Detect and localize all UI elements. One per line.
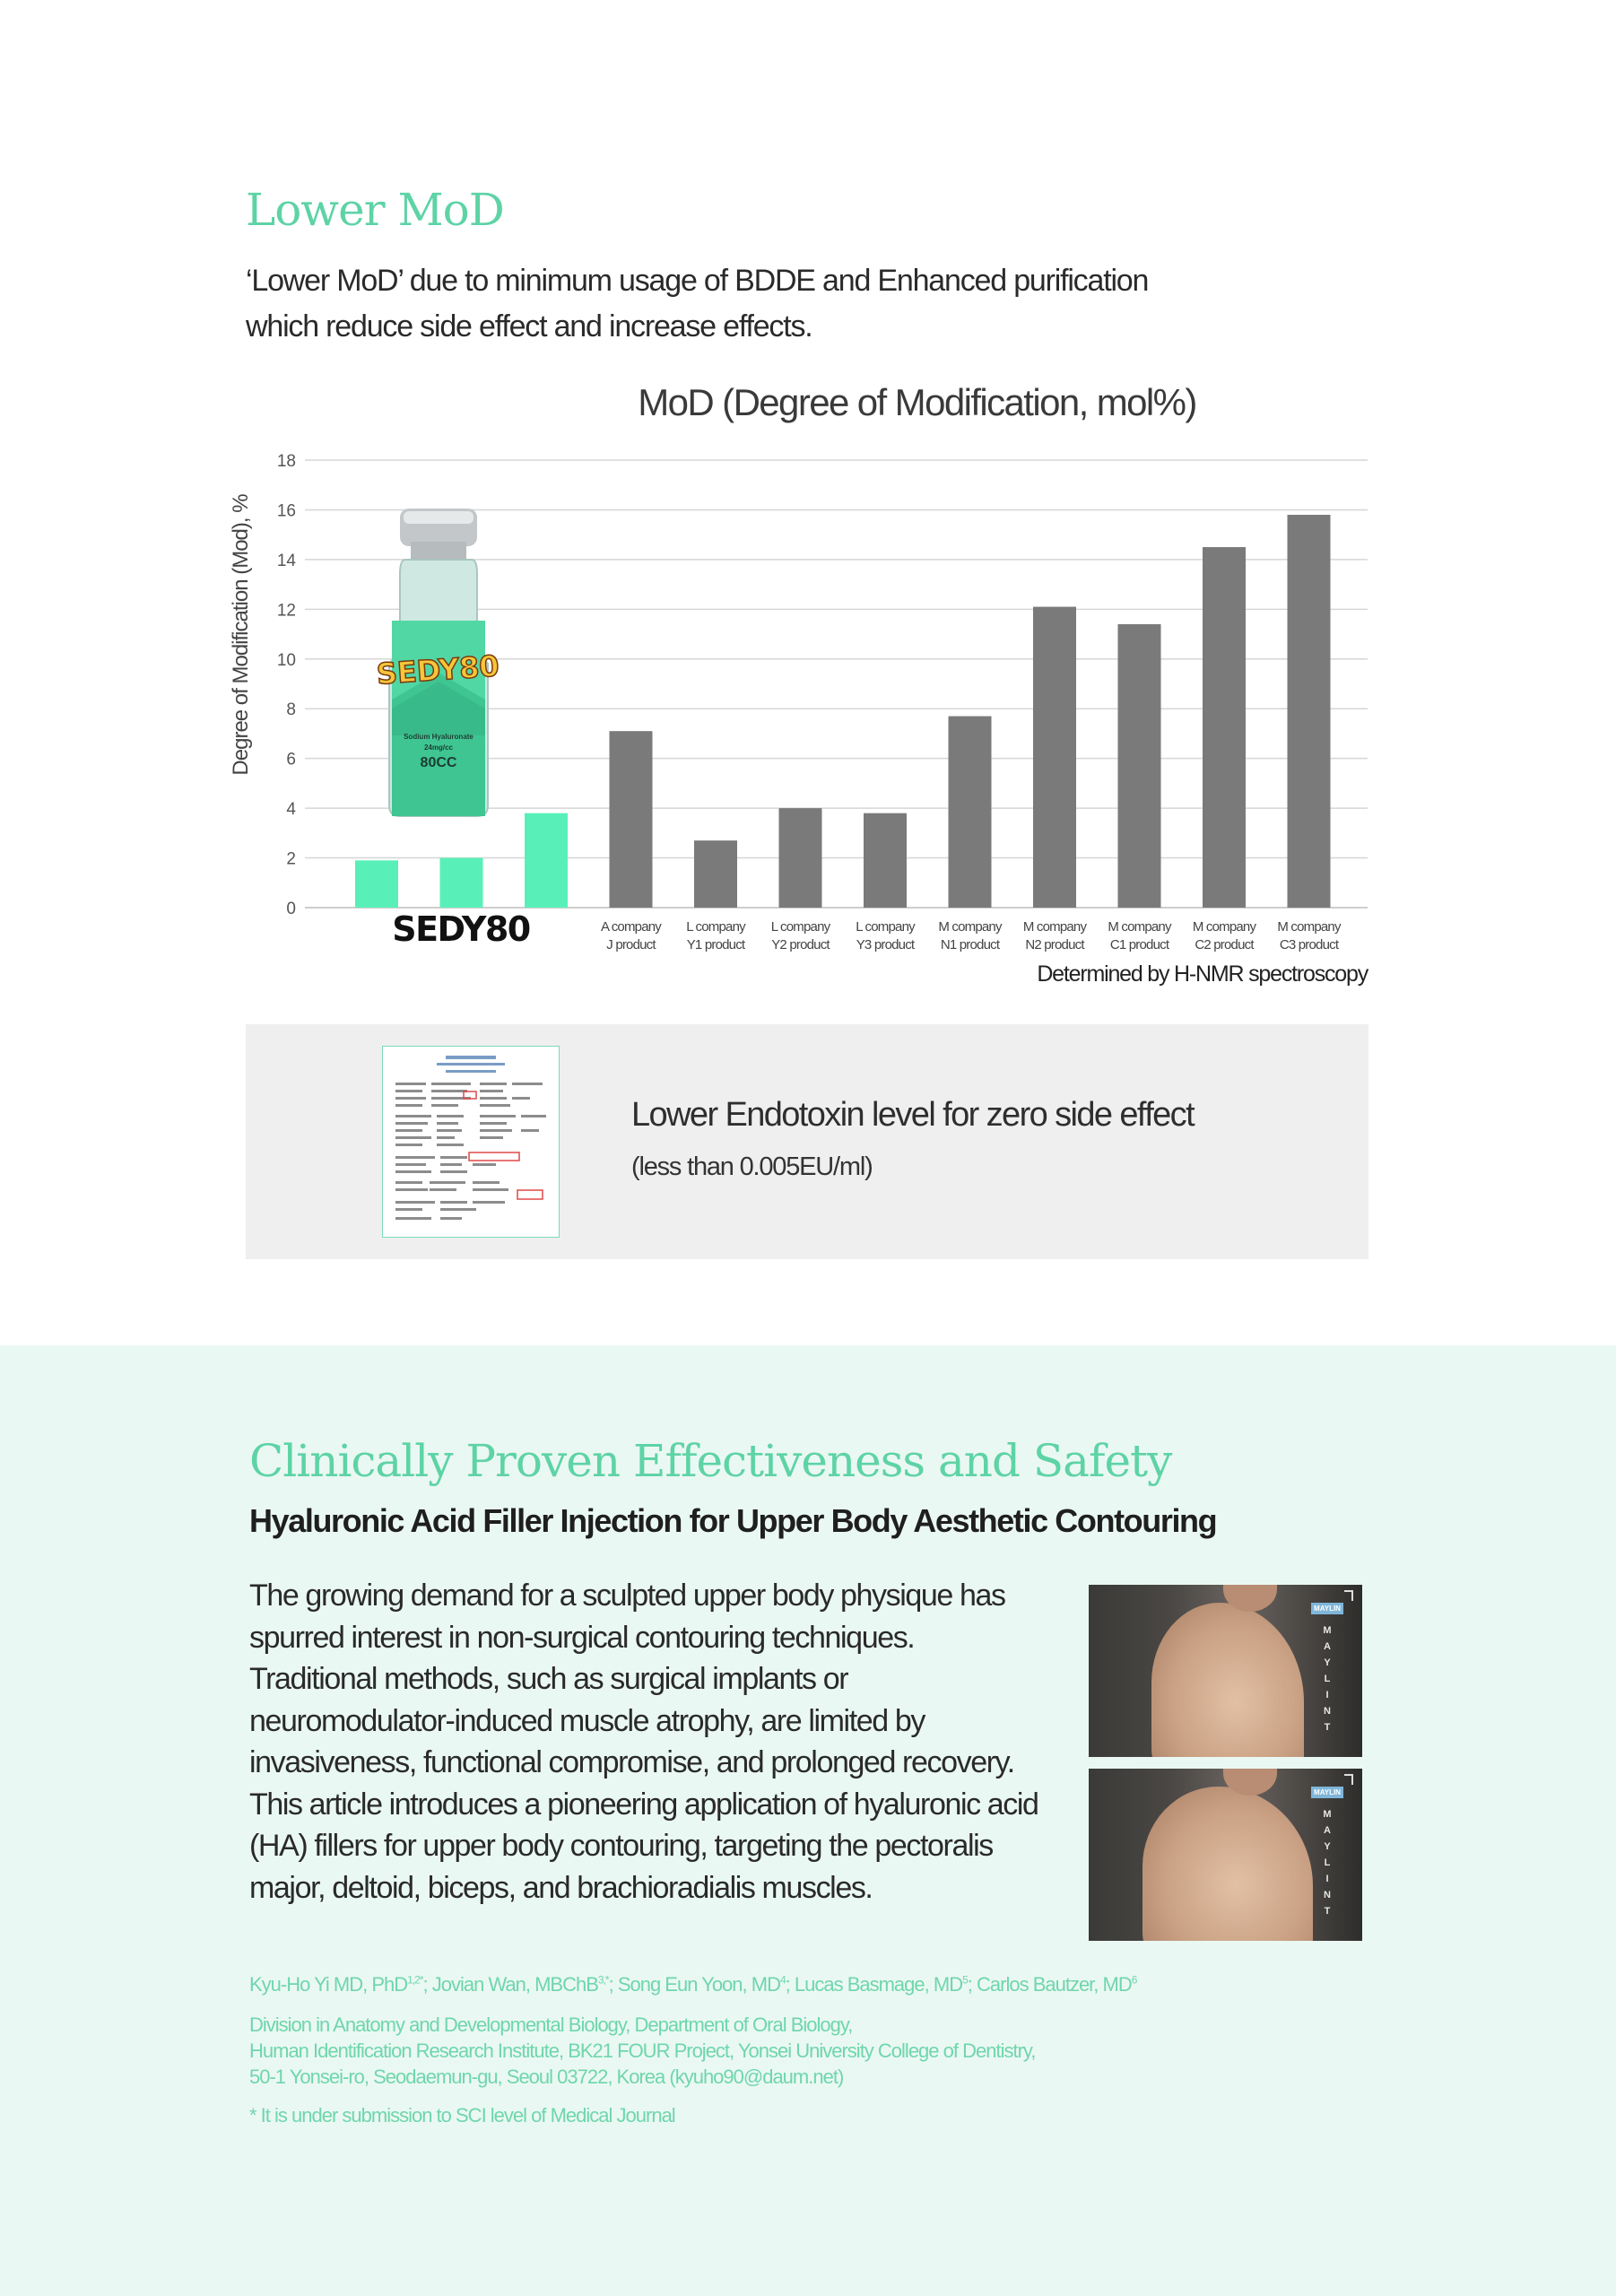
bar [694,840,737,908]
tape-letter: Y [1324,1841,1331,1852]
submission-note: * It is under submission to SCI level of Medical Journal [249,2104,675,2126]
sedy80-vial-image [376,509,500,816]
x-tick-label: C1 product [1109,937,1169,952]
vial-concentration-text: 24mg/cc [423,744,454,752]
x-tick-label: C2 product [1195,937,1254,952]
affiliation-line-3: 50-1 Yonsei-ro, Seodaemun-gu, Seoul 03722, Korea (kyuho90@daum.net) [249,2066,844,2088]
x-tick-label: Y3 product [856,937,915,952]
x-tick-label: M company [1192,919,1256,935]
author-name: Kyu-Ho Yi MD, PhD [249,1973,408,1996]
bar [610,731,653,908]
bar [779,808,822,908]
tape-letter: M [1323,1809,1332,1820]
tape-letter: A [1324,1641,1331,1652]
endotoxin-heading: Lower Endotoxin level for zero side effect [631,1096,1195,1134]
bar [1203,547,1246,908]
vial-ingredient-text: Sodium Hyaluronate [404,733,474,741]
y-tick-label: 16 [276,501,296,521]
y-tick-labels [277,452,297,918]
x-tick-label: L company [686,919,745,935]
endotoxin-subtext: (less than 0.005EU/ml) [631,1152,873,1181]
x-tick-label: J product [606,937,656,952]
x-tick-label: C3 product [1279,937,1339,952]
x-tick-label: M company [1277,919,1341,935]
tape-letter: I [1325,1874,1329,1884]
tape-letter: L [1324,1674,1331,1684]
x-tick-label: A company [600,919,662,935]
bar [1033,607,1076,908]
tape-letter: T [1324,1722,1331,1733]
y-tick-label: 18 [276,452,296,471]
sedy80-group-label: SEDY80 [392,909,530,949]
affiliation [249,2012,1379,2090]
clinical-title: Clinically Proven Effectiveness and Safety [249,1435,1172,1487]
y-tick-label: 6 [286,750,296,770]
bar [1288,515,1331,908]
photo-tape-text [1323,1809,1331,1917]
author-name: ; Jovian Wan, MBChB [422,1973,598,1996]
mod-bar-chart [215,439,1381,978]
tape-letter: M [1323,1625,1332,1636]
tape-letter: N [1324,1890,1331,1900]
after-photo [1089,1769,1362,1941]
tape-letter: N [1324,1706,1331,1717]
y-tick-label: 0 [286,900,296,918]
y-tick-label: 2 [286,849,296,869]
y-tick-label: 10 [276,650,296,670]
bar [949,717,992,908]
photo-tape-after: MAYLIN M A Y L I N T [1317,1787,1337,1941]
author-affiliation-mark: 5 [962,1973,968,1987]
x-tick-label: M company [1108,919,1171,935]
mod-description-line-2: which reduce side effect and increase effects. [246,309,812,344]
photo-tape-before: MAYLIN M A Y L I N T [1317,1603,1337,1757]
vial-brand-text: SEDY80 [375,648,500,691]
y-tick-label: 4 [286,800,296,820]
author-name: ; Song Eun Yoon, MD [608,1973,780,1996]
bar [864,813,907,908]
x-tick-label: Y1 product [686,937,745,952]
certificate-image [382,1046,560,1238]
tape-letter: A [1324,1825,1331,1836]
x-tick-label: L company [856,919,915,935]
bar [525,813,568,908]
y-tick-label: 12 [276,601,296,621]
x-tick-label: N2 product [1025,937,1084,952]
tape-letter: I [1325,1690,1329,1700]
clinical-body-text: The growing demand for a sculpted upper body physique has spurred interest in non-surgical contouring techniques. Traditional methods, such as surgical implants or neuromodulator-induced muscle atrophy, are limited by invasiveness, functional compromise, and prolonged recovery. This article introduces a pioneering application of hyaluronic acid (HA) fillers for upper body contouring, targeting the pectoralis major, deltoid, biceps, and brachioradialis muscles. [249,1578,1038,1905]
y-tick-label: 8 [286,700,296,720]
vial-volume-text: 80CC [420,755,457,770]
mod-description [246,258,1277,350]
x-tick-label: L company [770,919,830,935]
author-affiliation-mark: 3,* [597,1973,609,1987]
x-tick-label: M company [938,919,1002,935]
bar [355,860,398,908]
before-photo [1089,1585,1362,1757]
photo-tape-text [1323,1625,1331,1733]
clinical-subtitle: Hyaluronic Acid Filler Injection for Upper Body Aesthetic Contouring [249,1502,1217,1539]
affiliation-line-2: Human Identification Research Institute, BK21 FOUR Project, Yonsei University College of Dentistry, [249,2039,1036,2062]
affiliation-line-1: Division in Anatomy and Developmental Biology, Department of Oral Biology, [249,2013,853,2036]
chart-title: MoD (Degree of Modification, mol%) [638,381,1196,423]
tape-letter: T [1324,1906,1331,1917]
x-tick-label: Y2 product [771,937,830,952]
nmr-footnote: Determined by H-NMR spectroscopy [1037,961,1368,987]
x-tick-label: M company [1022,919,1087,935]
author-list [249,1973,1136,1996]
tape-letter: L [1324,1857,1331,1868]
author-name: ; Carlos Bautzer, MD [967,1973,1132,1996]
y-tick-label: 14 [276,551,296,570]
author-affiliation-mark: 6 [1131,1973,1137,1987]
author-affiliation-mark: 4 [779,1973,786,1987]
x-tick-labels [601,919,1342,952]
tape-letter: Y [1324,1657,1331,1668]
author-name: ; Lucas Basmage, MD [785,1973,963,1996]
bar [1118,624,1161,908]
mod-description-line-1: ‘Lower MoD’ due to minimum usage of BDDE and Enhanced purification [246,264,1149,298]
bars [355,515,1331,908]
y-axis-label: Degree of Modification (Mod), % [229,494,253,776]
x-tick-label: N1 product [940,937,1000,952]
section-title-lower-mod: Lower MoD [246,184,504,236]
author-affiliation-mark: 1,2* [407,1973,423,1987]
bar [440,858,483,908]
